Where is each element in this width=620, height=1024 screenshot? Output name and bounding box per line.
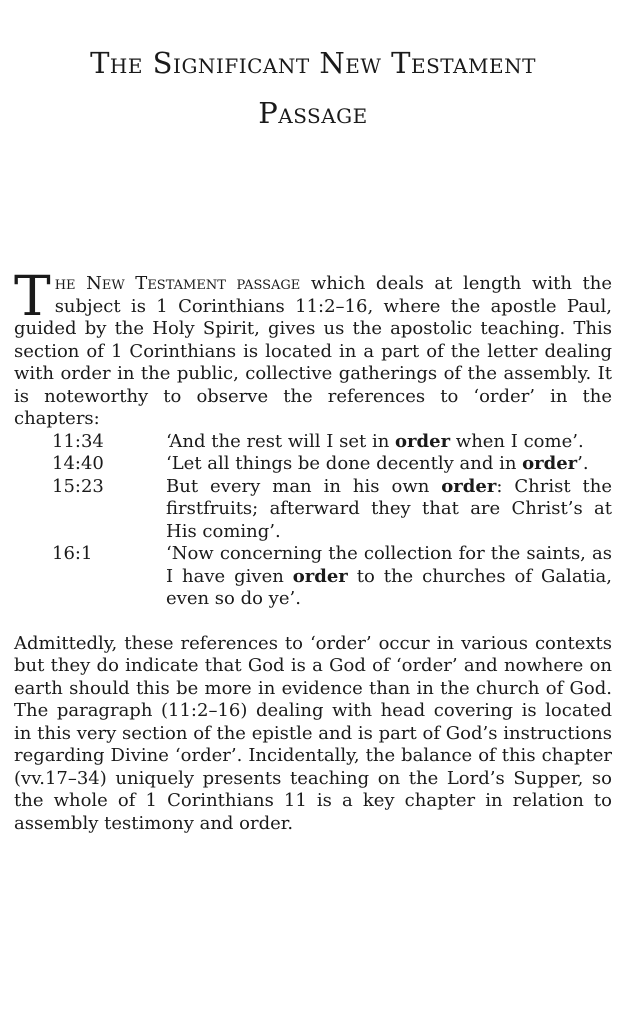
- reference-number: 15:23: [52, 475, 104, 497]
- chapter-body: [14, 264, 612, 835]
- reference-item: [52, 431, 612, 454]
- intro-text: which deals at length with the subject is 1 Corinthians 11:2–16, where the apostle Paul, guided by the Holy Spirit, gives us the apostolic teaching. This section of 1 Corinthians is located in a part of the letter dealing with order in the public, collective gatherings of the assembly. It is noteworthy to observe the references to ‘order’ in the chapters:: [14, 273, 612, 429]
- reference-keyword: order: [441, 475, 497, 497]
- reference-item: [52, 453, 612, 476]
- closing-paragraph: Admittedly, these references to ‘order’ occur in various contexts but they do indicate that God is a God of ‘order’ and nowhere on earth should this be more in evidence than in the church of God. The paragraph (11:2–16) dealing with head covering is located in this very section of the epistle and is part of God’s instructions regarding Divine ‘order’. Incidentally, the balance of this chapter (vv.17–34) uniquely presents teaching on the Lord’s Supper, so the whole of 1 Corinthians 11 is a key chapter in relation to assembly testimony and order.: [14, 632, 612, 834]
- reference-quote: [166, 476, 612, 544]
- reference-keyword: order: [395, 430, 451, 452]
- chapter-title-line-2: Passage: [258, 96, 368, 130]
- reference-list: [52, 431, 612, 611]
- drop-cap: T: [14, 264, 51, 328]
- reference-keyword: order: [522, 453, 578, 474]
- reference-quote-before: ‘And the rest will I set in: [166, 430, 396, 452]
- reference-item: [52, 543, 612, 611]
- reference-item: [52, 476, 612, 544]
- reference-quote: [166, 543, 612, 611]
- reference-quote-after: to the churches of Galatia, even so do ye’.: [166, 565, 612, 609]
- reference-keyword: order: [292, 565, 348, 587]
- reference-quote: [166, 453, 612, 476]
- reference-quote-before: ‘Let all things be done decently and in: [166, 453, 523, 474]
- reference-quote-after: when I come’.: [450, 430, 584, 452]
- intro-lead-small-caps: he New Testament passage: [54, 273, 301, 294]
- reference-quote-after: : Christ the firstfruits; afterward they that are Christ’s at His coming’.: [166, 475, 612, 542]
- book-page: [14, 0, 612, 1024]
- reference-number: 11:34: [52, 430, 104, 452]
- reference-quote-after: ’.: [577, 453, 589, 474]
- reference-number: 16:1: [52, 543, 93, 564]
- reference-number: 14:40: [52, 453, 104, 474]
- chapter-title: [14, 38, 612, 138]
- intro-paragraph: [14, 264, 612, 431]
- paragraph-spacer: [14, 611, 612, 633]
- reference-quote-before: But every man in his own: [166, 475, 442, 497]
- reference-quote: [166, 431, 612, 454]
- reference-quote-before: ‘Now concerning the collection for the saints, as I have given: [166, 543, 612, 587]
- chapter-title-line-1: The Significant New Testament: [90, 46, 536, 80]
